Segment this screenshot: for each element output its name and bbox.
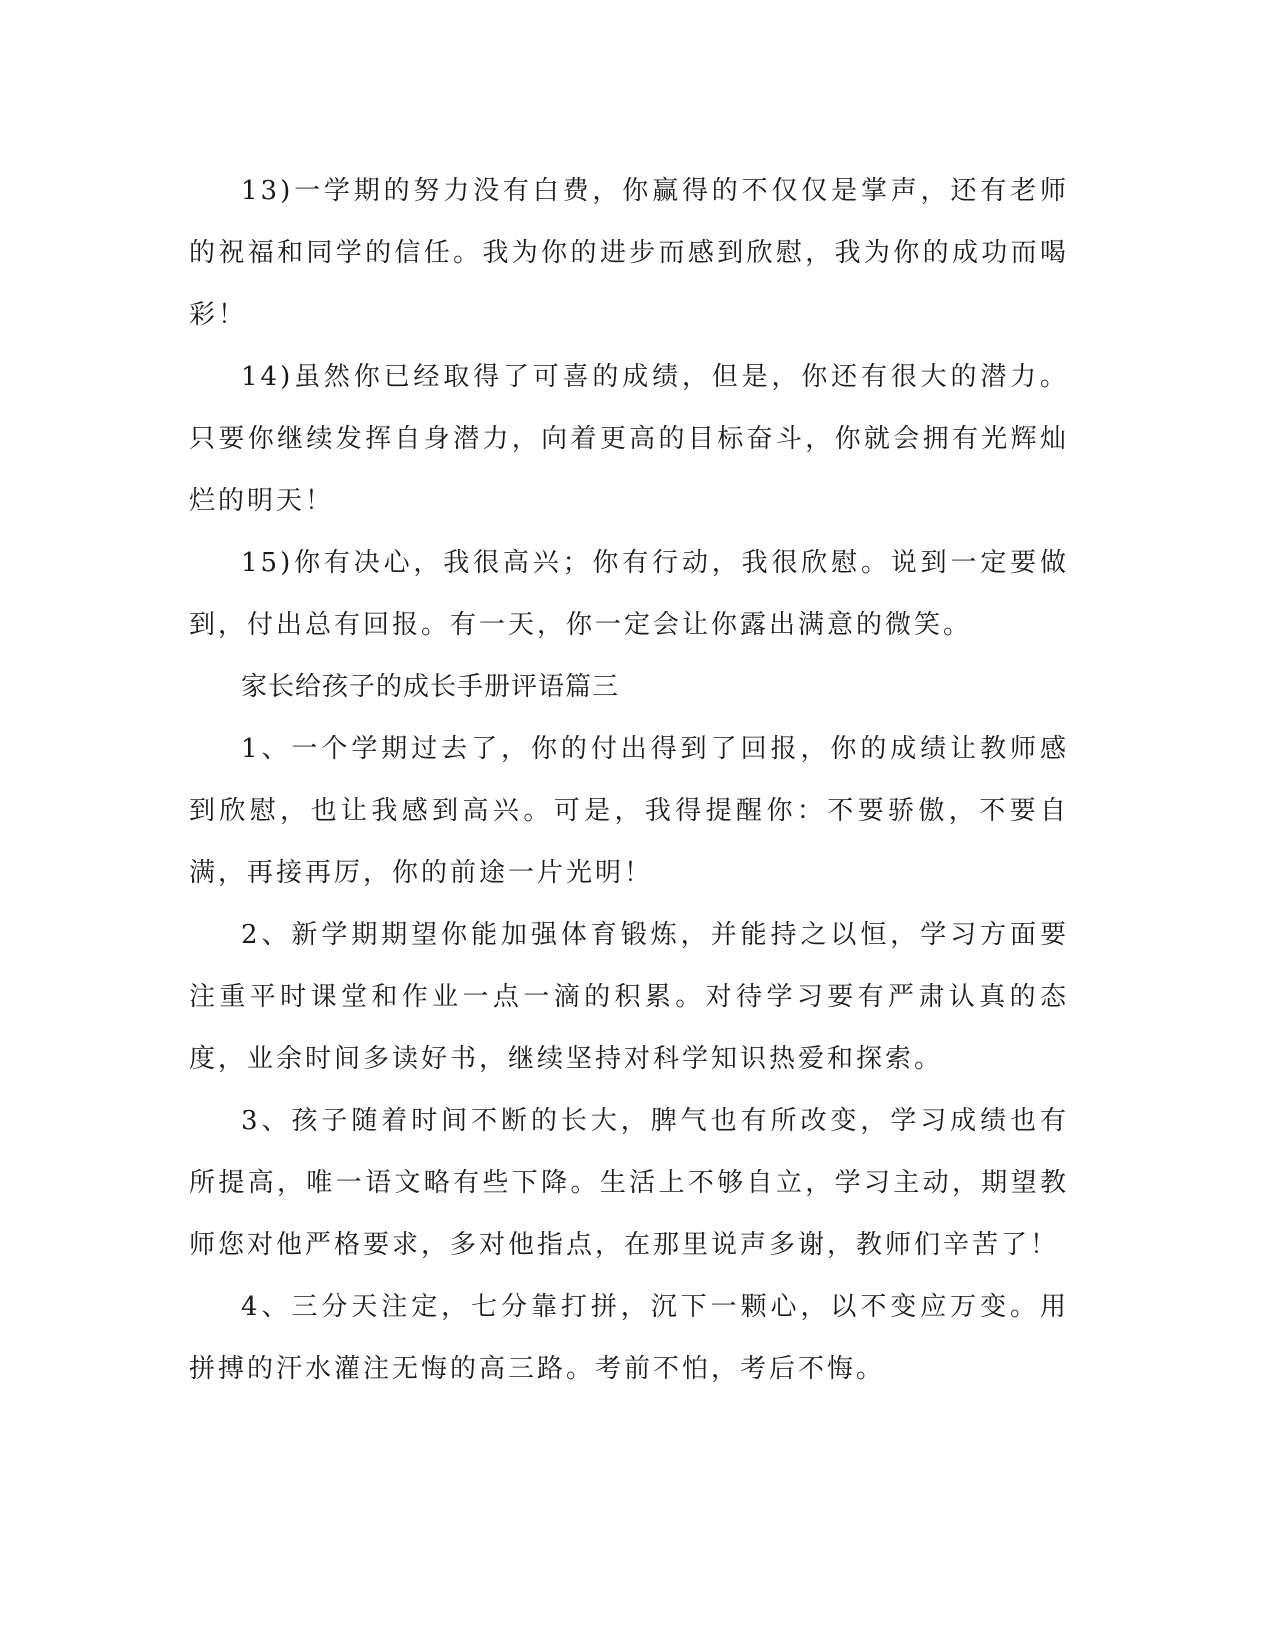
document-body [189, 160, 1069, 1400]
paragraph-4: 4、三分天注定，七分靠打拼，沉下一颗心，以不变应万变。用拼搏的汗水灌注无悔的高三路。考前不怕，考后不悔。 [189, 1292, 1069, 1384]
paragraph-1: 1、一个学期过去了，你的付出得到了回报，你的成绩让教师感到欣慰，也让我感到高兴。可是，我得提醒你：不要骄傲，不要自满，再接再厉，你的前途一片光明！ [189, 734, 1069, 888]
paragraph-15: 15)你有决心，我很高兴；你有行动，我很欣慰。说到一定要做到，付出总有回报。有一天，你一定会让你露出满意的微笑。 [189, 548, 1069, 640]
paragraph-13: 13)一学期的努力没有白费，你赢得的不仅仅是掌声，还有老师的祝福和同学的信任。我为你的进步而感到欣慰，我为你的成功而喝彩！ [189, 176, 1069, 330]
paragraph-3: 3、孩子随着时间不断的长大，脾气也有所改变，学习成绩也有所提高，唯一语文略有些下降。生活上不够自立，学习主动，期望教师您对他严格要求，多对他指点，在那里说声多谢，教师们辛苦了！ [189, 1106, 1069, 1260]
paragraph-2: 2、新学期期望你能加强体育锻炼，并能持之以恒，学习方面要注重平时课堂和作业一点一滴的积累。对待学习要有严肃认真的态度，业余时间多读好书，继续坚持对科学知识热爱和探索。 [189, 920, 1069, 1074]
section-heading: 家长给孩子的成长手册评语篇三 [241, 672, 620, 702]
paragraph-14: 14)虽然你已经取得了可喜的成绩，但是，你还有很大的潜力。只要你继续发挥自身潜力，向着更高的目标奋斗，你就会拥有光辉灿烂的明天！ [189, 362, 1069, 516]
